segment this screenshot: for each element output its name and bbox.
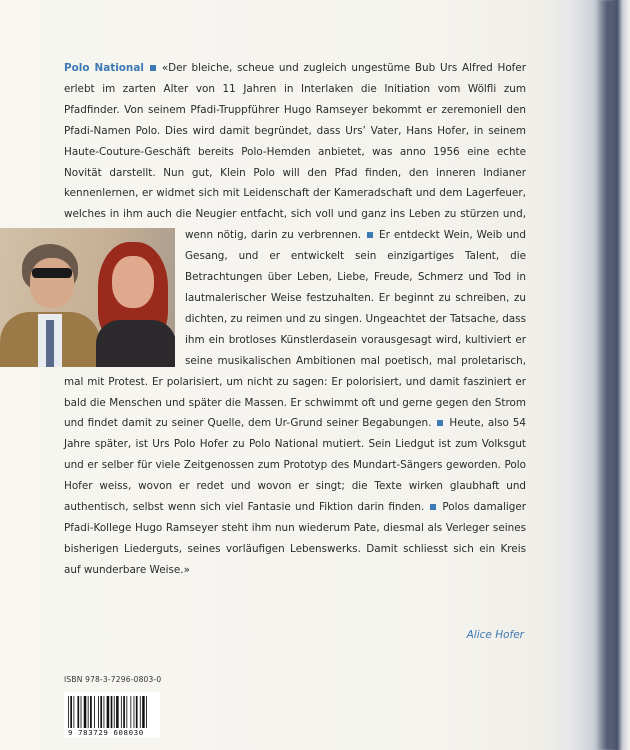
blurb-text xyxy=(64,58,526,581)
barcode-bar xyxy=(142,696,145,728)
barcode-bar xyxy=(68,696,69,728)
barcode-bar xyxy=(81,696,82,728)
barcode-bar xyxy=(88,696,89,728)
barcode-bar xyxy=(84,696,87,728)
barcode-bar xyxy=(136,696,138,728)
barcode-bar xyxy=(73,696,74,728)
barcode-bar xyxy=(140,696,141,728)
blurb-paragraph-3: Heute, also 54 Jahre später, ist Urs Polo Hofer zu Polo National mutiert. Sein Liedgut ist zum Volksgut und er selber für viele Zeitgenossen zum Prototyp des Mundart-Sängers geworden. Polo Hofer weiss, wovon er redet und wovon er singt; die Texte wirken glaubhaft und authentisch, selbst wenn sich viel Fantasie und Fiktion darin finden. xyxy=(64,417,526,514)
barcode-bar xyxy=(104,696,105,728)
author-photo xyxy=(0,228,175,367)
square-bullet-icon xyxy=(150,65,156,71)
barcode-bar xyxy=(90,696,92,728)
barcode-bars-icon xyxy=(68,696,156,728)
isbn-text: ISBN 978-3-7296-0803-0 xyxy=(64,675,162,684)
barcode-bar xyxy=(98,696,99,728)
barcode-bar xyxy=(70,696,72,728)
blurb-heading: Polo National xyxy=(64,62,144,74)
barcode-bar xyxy=(94,696,95,728)
barcode xyxy=(64,692,160,738)
barcode-bar xyxy=(107,696,110,728)
cover-edge-stripe xyxy=(596,0,622,750)
barcode-bar xyxy=(116,696,119,728)
barcode-bar xyxy=(134,696,135,728)
barcode-bar xyxy=(121,696,122,728)
blurb-paragraph-1: «Der bleiche, scheue und zugleich ungestüme Bub Urs Alfred Hofer erlebt im zarten Alter von 11 Jahren in Interlaken die Initiation vom Wölfli zum Pfadfinder. Von seinem Pfadi-Truppführer Hugo Ramseyer bekommt er zeremoniell den Pfadi-Namen Polo. Dies wird damit begründet, dass Urs’ Vater, Hans Hofer, in seinem Haute-Couture-Geschäft bereits Polo-Hemden anbietet, was anno 1956 eine echte Novität darstellt. Nun gut, Klein Polo will den Pfad finden, den inneren Indianer kennenlernen, er widmet sich mit Leidenschaft der Kameradschaft und dem Lagerfeuer, welches in ihm auch die Neugier entfacht, sich voll und ganz ins Leben zu stürzen und, wenn nötig, darin zu verbrennen. xyxy=(64,62,527,242)
square-bullet-icon xyxy=(430,504,436,510)
blurb-paragraph-4: Polos damaliger Pfadi-Kollege Hugo Ramseyer steht ihm nun wiederum Pate, diesmal als Verleger seines bisherigen Liederguts, seines vorläufigen Lebenswerks. Damit schliesst sich ein Kreis auf wunderbare Weise.» xyxy=(64,501,526,576)
barcode-bar xyxy=(146,696,147,728)
barcode-bar xyxy=(114,696,115,728)
barcode-bar xyxy=(77,696,79,728)
square-bullet-icon xyxy=(367,232,373,238)
barcode-bar xyxy=(100,696,102,728)
barcode-bar xyxy=(123,696,125,728)
blurb-paragraph-2: Er entdeckt Wein, Weib und Gesang, und er entwickelt sein einzigartiges Talent, die Betrachtungen über Leben, Liebe, Freude, Schmerz und Tod in lautmalerischer Weise festzuhalten. Er beginnt zu schreiben, zu dichten, zu reimen und zu singen. Ungeachtet der Tatsache, dass ihm ein brotloses Künstlerdasein vorausgesagt wird, kultiviert er seine musikalischen Ambitionen mal poetisch, mal proletarisch, mal mit Protest. Er polarisiert, um nicht zu sagen: Er polorisiert, und damit fasziniert er bald die Menschen und später die Massen. Er schwimmt oft und gerne gegen den Strom und findet damit zu seiner Quelle, dem Ur-Grund seiner Begabungen. xyxy=(64,229,526,430)
square-bullet-icon xyxy=(437,420,443,426)
barcode-bar xyxy=(111,696,113,728)
signature: Alice Hofer xyxy=(466,629,524,641)
barcode-bar xyxy=(130,696,131,728)
barcode-bar xyxy=(126,696,127,728)
barcode-digits: 9 783729 608030 xyxy=(68,728,144,737)
